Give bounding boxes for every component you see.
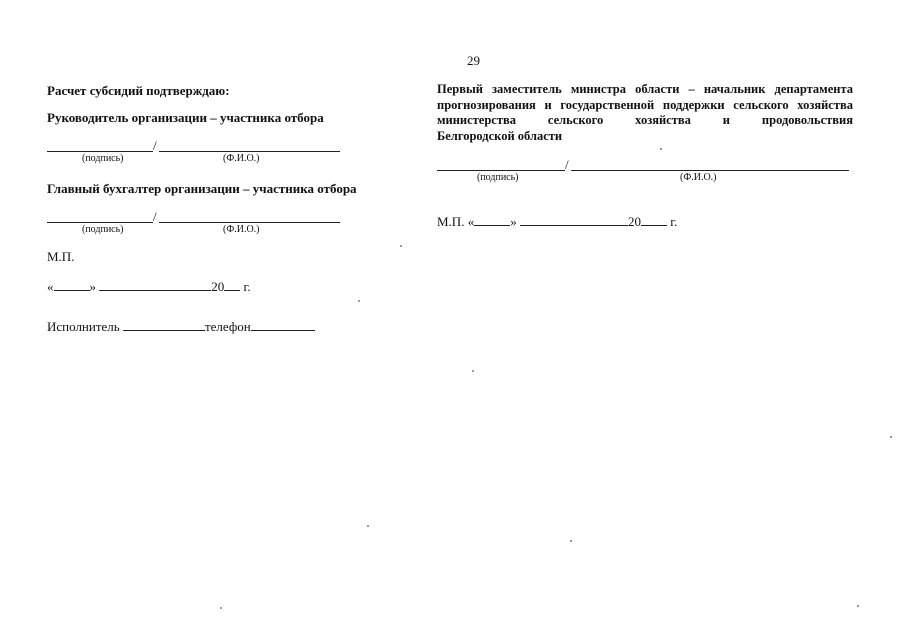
scan-speck — [660, 148, 662, 150]
confirmation-heading: Расчет субсидий подтверждаю: — [47, 83, 230, 98]
scan-speck — [220, 607, 222, 609]
right-date-close-quote: » — [510, 214, 517, 229]
head-signature-slash: / — [153, 138, 157, 153]
right-date-day-blank — [474, 214, 510, 226]
deputy-signature-slash: / — [565, 157, 569, 172]
head-name-label: (Ф.И.О.) — [223, 153, 260, 164]
right-date-year-prefix: 20 — [627, 214, 641, 229]
head-signature-line — [47, 151, 153, 152]
title-line-1: Первый заместитель министра области – начальник департамента — [437, 82, 853, 96]
deputy-name-label: (Ф.И.О.) — [680, 172, 717, 183]
phone-blank — [251, 319, 315, 331]
date-close-quote: » — [89, 279, 96, 294]
stamp-place-label: М.П. — [47, 249, 75, 264]
scan-speck — [570, 540, 572, 542]
head-signature-label: (подпись) — [82, 153, 124, 164]
scan-speck — [890, 436, 892, 438]
accountant-signature-line — [47, 222, 153, 223]
accountant-title: Главный бухгалтер организации – участника отбора — [47, 181, 357, 196]
right-date-line — [437, 214, 677, 230]
page-number: 29 — [467, 53, 480, 68]
title-line-4: Белгородской области — [437, 128, 563, 143]
accountant-signature-slash: / — [153, 209, 157, 224]
deputy-signature-label: (подпись) — [477, 172, 519, 183]
right-date-year-suffix: г. — [670, 214, 678, 229]
mp-date-prefix: М.П. « — [437, 214, 475, 229]
scan-speck — [358, 300, 360, 302]
accountant-name-label: (Ф.И.О.) — [223, 224, 260, 235]
deputy-signature-line — [437, 170, 565, 171]
scan-speck — [367, 525, 369, 527]
right-date-month-blank — [520, 214, 628, 226]
accountant-name-line — [159, 222, 340, 223]
executor-blank — [123, 319, 205, 331]
scan-speck — [857, 605, 859, 607]
accountant-signature-label: (подпись) — [82, 224, 124, 235]
scan-speck — [472, 370, 474, 372]
deputy-minister-title — [437, 82, 853, 144]
head-name-line — [159, 151, 340, 152]
date-year-prefix: 20 — [211, 279, 225, 294]
right-date-year-blank — [641, 214, 667, 226]
head-title: Руководитель организации – участника отбора — [47, 110, 324, 125]
executor-line — [47, 319, 315, 335]
phone-label: телефон — [204, 319, 251, 334]
left-date-line — [47, 279, 251, 295]
scan-speck — [400, 245, 402, 247]
title-line-2: прогнозирования и государственной поддержки сельского хозяйства — [437, 97, 853, 112]
date-open-quote: « — [47, 279, 54, 294]
title-line-3: министерства сельского хозяйства и продовольствия — [437, 113, 853, 127]
executor-label: Исполнитель — [47, 319, 120, 334]
date-year-blank — [224, 279, 240, 291]
date-year-suffix: г. — [243, 279, 251, 294]
date-month-blank — [99, 279, 211, 291]
date-day-blank — [54, 279, 90, 291]
deputy-name-line — [571, 170, 849, 171]
